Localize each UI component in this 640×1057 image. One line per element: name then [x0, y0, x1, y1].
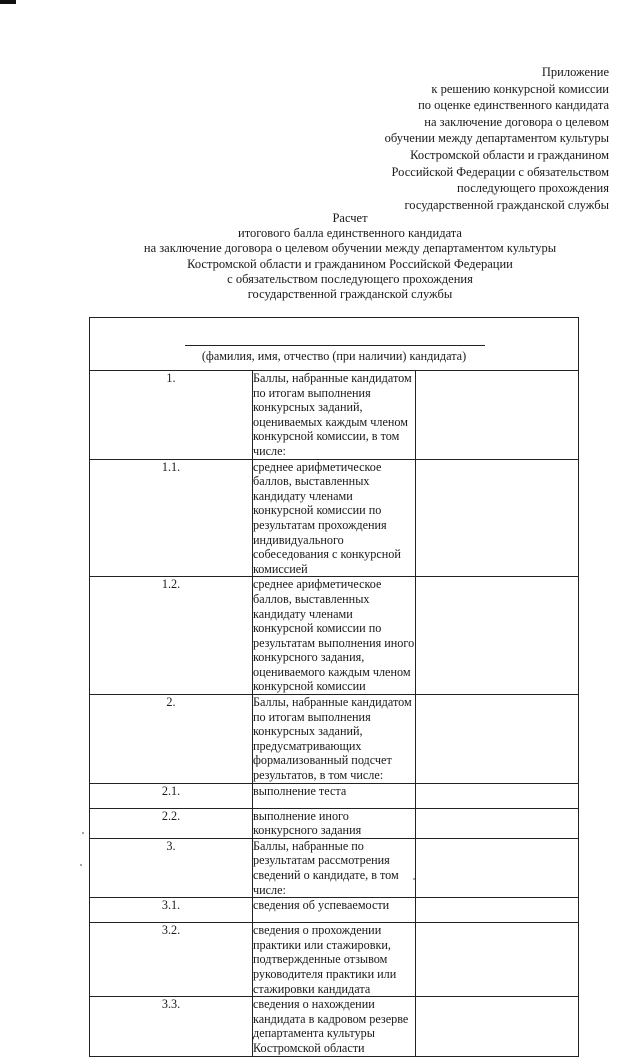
- row-number: 1.: [90, 371, 253, 460]
- row-description: Баллы, набранные по результатам рассмотрения сведений о кандидате, в том числе:: [253, 838, 416, 897]
- row-score-cell: [416, 783, 579, 808]
- table-row: [90, 808, 579, 838]
- appendix-line: последующего прохождения: [457, 181, 609, 196]
- title-line: на заключение договора о целевом обучении между департаментом культуры: [143, 241, 557, 256]
- candidate-name-cell: [90, 318, 579, 371]
- candidate-name-caption: (фамилия, имя, отчество (при наличии) кандидата): [201, 349, 467, 363]
- row-number: 3.1.: [90, 898, 253, 923]
- row-description: сведения о нахождении кандидата в кадровом резерве департамента культуры Костромской области: [253, 997, 416, 1056]
- table-row: [90, 695, 579, 784]
- table-row: [90, 838, 579, 897]
- row-description: сведения о прохождении практики или стажировки, подтвержденные отзывом руководителя практики или стажировки кандидата: [253, 923, 416, 997]
- row-score-cell: [416, 898, 579, 923]
- appendix-line: на заключение договора о целевом: [424, 114, 609, 129]
- row-score-cell: [416, 997, 579, 1056]
- row-description: сведения об успеваемости: [253, 898, 416, 923]
- scan-speck: [82, 832, 84, 834]
- row-number: 3.3.: [90, 997, 253, 1056]
- table-row: [90, 371, 579, 460]
- candidate-name-blank-line: [185, 345, 485, 346]
- row-number: 2.: [90, 695, 253, 784]
- appendix-line: Приложение: [541, 65, 609, 79]
- table-row: [90, 459, 579, 577]
- row-number: 2.2.: [90, 808, 253, 838]
- row-number: 1.2.: [90, 577, 253, 695]
- table-row: [90, 923, 579, 997]
- table-row: [90, 997, 579, 1056]
- appendix-line: по оценке единственного кандидата: [418, 98, 609, 113]
- scan-speck: [80, 864, 82, 866]
- title-line: государственной гражданской службы: [247, 287, 453, 302]
- appendix-line: Костромской области и гражданином: [410, 147, 609, 162]
- row-score-cell: [416, 808, 579, 838]
- row-score-cell: [416, 577, 579, 695]
- row-number: 1.1.: [90, 459, 253, 577]
- title-line: Расчет: [332, 211, 368, 225]
- row-description: среднее арифметическое баллов, выставленных кандидату членами конкурсной комиссии по результатам прохождения индивидуального собеседования с конкурсной комиссией: [253, 459, 416, 577]
- appendix-line: Российской Федерации с обязательством: [391, 164, 609, 179]
- title-line: с обязательством последующего прохождения: [227, 271, 473, 286]
- row-score-cell: [416, 371, 579, 460]
- scan-corner-mark: [0, 0, 16, 4]
- row-score-cell: [416, 695, 579, 784]
- row-description: выполнение теста: [253, 783, 416, 808]
- score-table: [89, 317, 579, 1057]
- document-title: [60, 211, 640, 302]
- table-row: [90, 783, 579, 808]
- scan-speck: [413, 878, 415, 880]
- row-description: выполнение иного конкурсного задания: [253, 808, 416, 838]
- row-score-cell: [416, 923, 579, 997]
- appendix-line: обучении между департаментом культуры: [384, 131, 609, 146]
- table-row: [90, 898, 579, 923]
- row-description: Баллы, набранные кандидатом по итогам выполнения конкурсных заданий, оцениваемых каждым членом конкурсной комиссии, в том числе:: [253, 371, 416, 460]
- row-description: среднее арифметическое баллов, выставленных кандидату членами конкурсной комиссии по результатам выполнения иного конкурсного задания, оцениваемого каждым членом конкурсной комиссии: [253, 577, 415, 694]
- appendix-line: к решению конкурсной комиссии: [431, 81, 609, 96]
- title-line: Костромской области и гражданином Российской Федерации: [187, 256, 513, 271]
- row-description: Баллы, набранные кандидатом по итогам выполнения конкурсных заданий, предусматривающих формализованный подсчет результатов, в том числе:: [253, 695, 416, 784]
- row-number: 2.1.: [90, 783, 253, 808]
- row-number: 3.2.: [90, 923, 253, 997]
- appendix-note: [279, 64, 609, 213]
- candidate-header-row: [90, 318, 579, 371]
- table-row: [90, 577, 579, 695]
- appendix-line: государственной гражданской службы: [404, 197, 609, 212]
- title-line: итогового балла единственного кандидата: [238, 226, 462, 241]
- row-score-cell: [416, 838, 579, 897]
- row-score-cell: [416, 459, 579, 577]
- row-number: 3.: [90, 838, 253, 897]
